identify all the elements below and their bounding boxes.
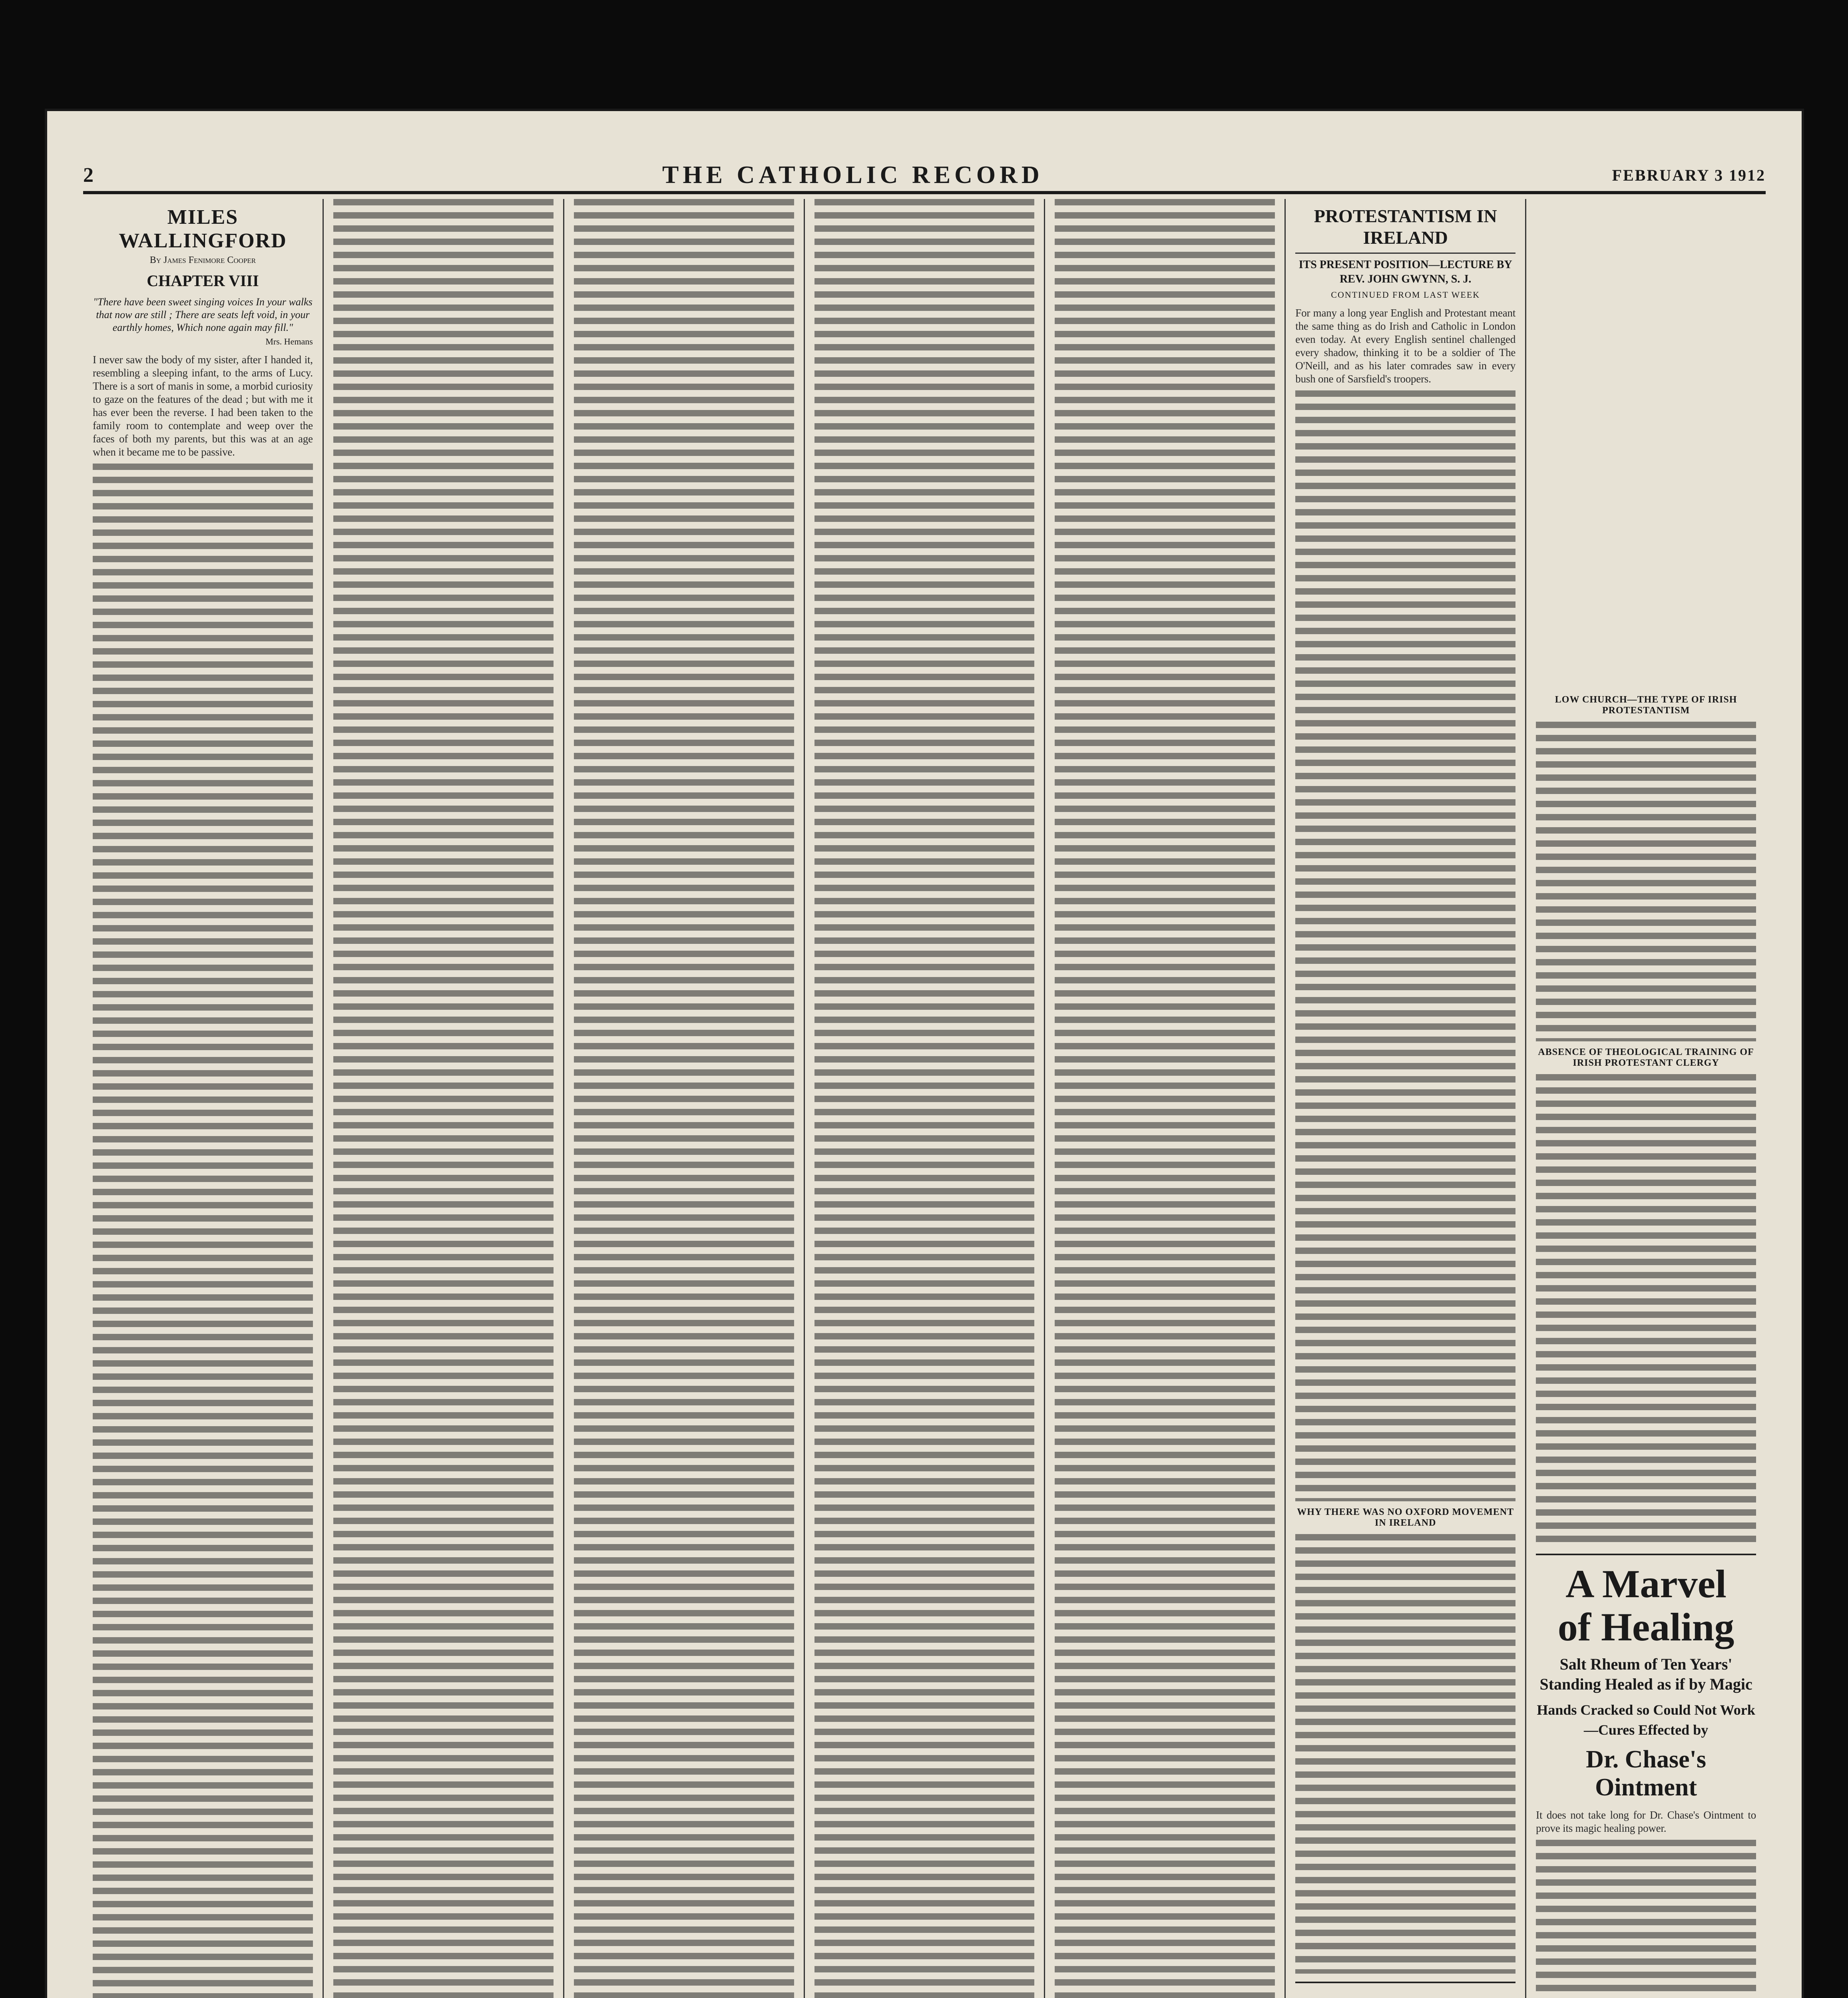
marvel-ad-brand: Dr. Chase's Ointment bbox=[1586, 1746, 1707, 1801]
section-absence-heading: ABSENCE OF THEOLOGICAL TRAINING OF IRISH PROTESTANT CLERGY bbox=[1538, 1047, 1754, 1068]
column-3 bbox=[564, 199, 805, 1998]
story-body-text-4 bbox=[814, 199, 1035, 1998]
column-7 bbox=[1526, 199, 1766, 1998]
continued-from: CONTINUED FROM LAST WEEK bbox=[1331, 290, 1480, 300]
story-body-text-3 bbox=[574, 199, 794, 1998]
column-2 bbox=[324, 199, 564, 1998]
story-body-text bbox=[93, 464, 313, 1998]
marvel-ad-tagline: Hands Cracked so Could Not Work—Cures Effected by bbox=[1537, 1702, 1755, 1738]
story-opening: I never saw the body of my sister, after I handed it, resembling a sleeping infant, to the arms of Lucy. There is a sort of manis in some, a morbid curiosity to gaze on the features of the dead ; but with me it has ever been the reverse. I had been taken to the family room to contemplate and weep over the faces of both my parents, but this was at an age when it became me to be passive. bbox=[93, 354, 313, 458]
epigraph-source: Mrs. Hemans bbox=[265, 336, 313, 346]
issue-date: FEBRUARY 3 1912 bbox=[1612, 166, 1766, 184]
article-opening: For many a long year English and Protestant meant the same thing as do Irish and Catholic in London even today. At every English sentinel challenged every shadow, thinking it to be a soldier of The O'Neill, and as his later comrades saw in every bush one of Sarsfield's troopers. bbox=[1295, 307, 1516, 385]
marvel-ad-title-1: A Marvel bbox=[1565, 1562, 1727, 1606]
secret-ad bbox=[1295, 1982, 1515, 1998]
columns bbox=[83, 199, 1766, 1998]
story-epigraph: "There have been sweet singing voices In your walks that now are still ; There are seats left void, in your earthly homes, Which none again may fill." bbox=[93, 296, 313, 333]
story-body-text-5 bbox=[1055, 199, 1275, 1998]
section-oxford-heading: WHY THERE WAS NO OXFORD MOVEMENT IN IRELAND bbox=[1297, 1507, 1514, 1528]
section-low-church-heading: LOW CHURCH—THE TYPE OF IRISH PROTESTANTISM bbox=[1555, 695, 1737, 716]
column-5 bbox=[1045, 199, 1286, 1998]
marvel-ad-body: It does not take long for Dr. Chase's Ointment to prove its magic healing power. bbox=[1536, 1809, 1756, 1834]
newspaper-title: THE CATHOLIC RECORD bbox=[662, 161, 1043, 189]
column-6 bbox=[1286, 199, 1526, 1998]
story-chapter: CHAPTER VIII bbox=[147, 272, 259, 290]
article-title: PROTESTANTISM IN IRELAND bbox=[1295, 205, 1515, 254]
page-number: 2 bbox=[83, 163, 94, 187]
newspaper-page bbox=[47, 111, 1802, 1998]
marvel-ad-subtitle: Salt Rheum of Ten Years' Standing Healed as if by Magic bbox=[1539, 1655, 1752, 1693]
marvel-ad-body-text bbox=[1536, 1840, 1756, 1998]
column-1 bbox=[83, 199, 324, 1998]
article-subtitle: ITS PRESENT POSITION—LECTURE BY REV. JOHN GWYNN, S. J. bbox=[1298, 259, 1512, 285]
article-body-text bbox=[1295, 390, 1515, 1501]
article-body-text-3 bbox=[1536, 722, 1756, 1041]
story-title: MILES WALLINGFORD bbox=[119, 206, 287, 252]
story-body-text-2 bbox=[333, 199, 554, 1998]
masthead bbox=[83, 159, 1766, 194]
article-body-text-2 bbox=[1295, 1534, 1515, 1974]
marvel-ad bbox=[1536, 1554, 1756, 1998]
marvel-ad-title-2: of Healing bbox=[1557, 1605, 1734, 1649]
article-body-text-4 bbox=[1536, 1074, 1756, 1546]
story-byline: By James Fenimore Cooper bbox=[149, 255, 256, 265]
column-4 bbox=[805, 199, 1045, 1998]
